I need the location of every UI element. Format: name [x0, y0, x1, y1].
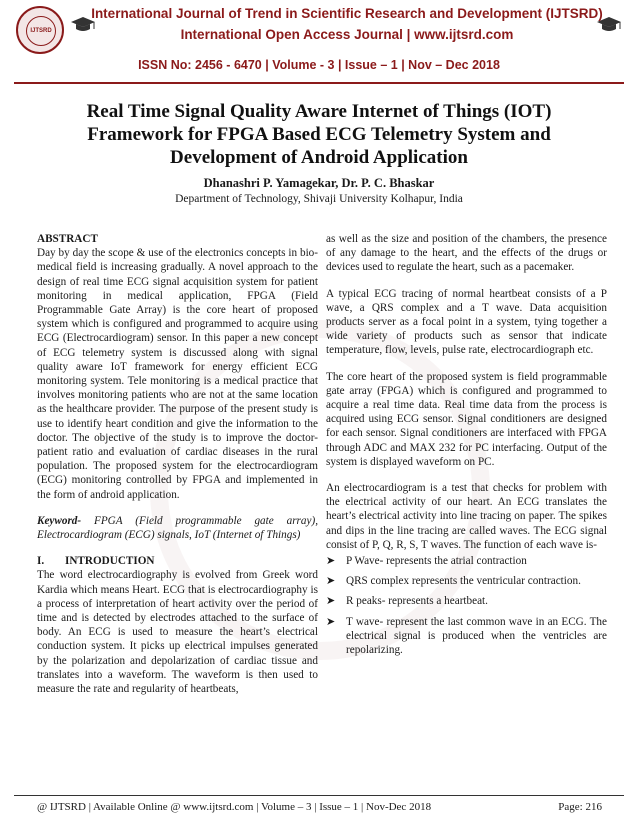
paper-title: Real Time Signal Quality Aware Internet of Things (IOT) Framework for FPGA Based ECG Telemetry System and Development of Android Application [86, 101, 552, 168]
intro-number: I. [37, 555, 45, 568]
paragraph: as well as the size and position of the chambers, the presence of any damage to the heart, and the effects of the drugs or devices used to regulate the heart, such as a pacemaker. [326, 233, 607, 274]
page-footer [37, 801, 602, 813]
list-item: ➤ T wave- represent the last common wave in an ECG. The electrical signal is produced when the ventricles are repolarizing. [326, 615, 607, 657]
list-item: ➤ P Wave- represents the atrial contraction [326, 555, 527, 568]
arrow-bullet-icon: ➤ [326, 615, 336, 628]
journal-site: International Open Access Journal | www.ijtsrd.com [180, 27, 514, 42]
right-column [326, 232, 607, 663]
abstract-heading: ABSTRACT [37, 233, 98, 245]
footer-rule [14, 795, 624, 796]
keywords [37, 514, 318, 542]
paragraph: A typical ECG tracing of normal heartbeat consists of a P wave, a QRS complex and a T wave. Data acquisition products server as a focal point in a system, tying together a wide variety of products such as sensor that indicate temperature, flow, levels, pulse rate, electrocardiograph etc. [326, 287, 607, 357]
keywords-text: FPGA (Field programmable gate array), Electrocardiogram (ECG) signals, IoT (Internet of Things) [37, 514, 318, 542]
page-number: Page: 216 [558, 801, 602, 813]
list-item: ➤ QRS complex represents the ventricular contraction. [326, 575, 581, 588]
arrow-bullet-icon: ➤ [326, 555, 336, 568]
intro-title: INTRODUCTION [65, 555, 155, 568]
arrow-bullet-icon: ➤ [326, 575, 336, 588]
intro-text: The word electrocardiography is evolved from Greek word Kardia which means Heart. ECG that is electrocardiography is a process of interpretation of heart activity over the period of time and is detected by electrodes attached to the surface of body. An ECG is used to measure the heart’s electrical conduction system. It picks up electrical impulses generated by the polarization and depolarization of cardiac tissue and translates into a waveform. The waveform is then used to measure the rate and regularity of heartbeats, [37, 569, 318, 696]
journal-name: International Journal of Trend in Scientific Research and Development (IJTSRD) [91, 6, 603, 21]
paragraph: The core heart of the proposed system is field programmable gate array (FPGA) which is configured and programmed to acquire a real time data. Real time data from the process is acquired using ECG sensor. Signal conditioners are designed for each sensor. Signal conditioners are interfaced with FPGA through ADC and MAX 232 for PC interfacing. Output of the system is displayed waveform on PC. [326, 370, 607, 468]
wave-list [326, 554, 607, 657]
abstract-text: Day by day the scope & use of the electronics concepts in bio-medical field is increasing gradually. A novel approach to the design of real time ECG signal acquisition system for patient monitoring in medical application, FPGA (Field Programmable Gate Array) is the core heart of proposed system which is configured and programmed to acquire using ECG (Electrocardiogram) sensor. In this paper a new concept of ECG telemetry system is discussed along with signal quality aware IoT framework for energy efficient ECG monitoring system. Tele monitoring is a medical practice that involves monitoring patients who are not at the same location as the healthcare provider. The purpose of the present study is use to identify heart condition and give the information to the doctor. The objective of the study is to improve the doctor-patient ratio and evaluation of cardiac diseases in the rural population. The proposed system for the electrocardiogram (ECG) monitoring controlled by FPGA and implemented in the form of android application. [37, 247, 318, 501]
journal-logo [16, 6, 64, 54]
paragraph: An electrocardiogram is a test that checks for problem with the electrical activity of our heart. An ECG translates the heart’s electrical activity into line tracing on paper. The spikes and dips in the line tracing are called waves. The ECG signal consist of P, Q, R, S, T waves. The function of each wave is- [326, 482, 607, 551]
paper-affiliation: Department of Technology, Shivaji University Kolhapur, India [175, 193, 463, 205]
footer-info: @ IJTSRD | Available Online @ www.ijtsrd.com | Volume – 3 | Issue – 1 | Nov-Dec 2018 [37, 801, 432, 813]
list-item: ➤ R peaks- represents a heartbeat. [326, 595, 488, 608]
header-rule [14, 82, 624, 84]
left-column [37, 232, 318, 708]
keywords-label: Keyword- [37, 514, 82, 527]
intro-heading [37, 554, 318, 568]
arrow-bullet-icon: ➤ [326, 595, 336, 608]
paper-authors: Dhanashri P. Yamagekar, Dr. P. C. Bhaskar [203, 176, 435, 190]
journal-logo-text: IJTSRD [26, 16, 56, 46]
journal-issue: ISSN No: 2456 - 6470 | Volume - 3 | Issue – 1 | Nov – Dec 2018 [138, 58, 500, 72]
